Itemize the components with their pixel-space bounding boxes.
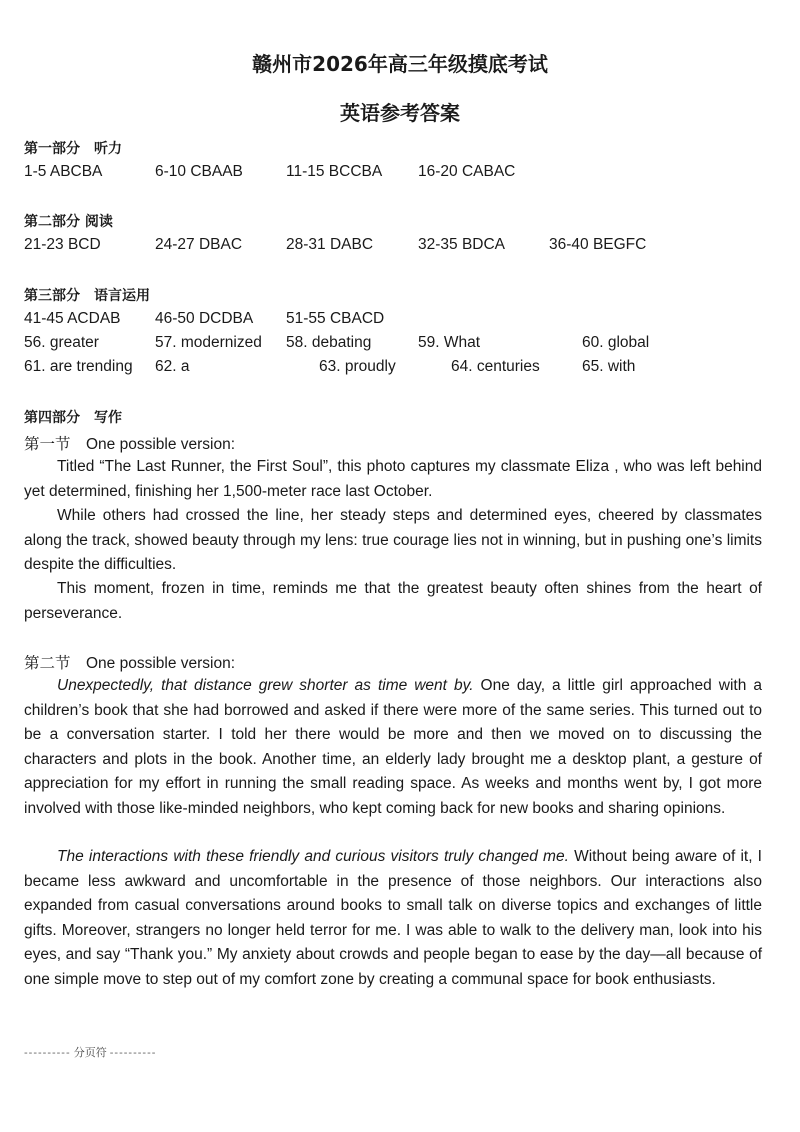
part2-heading: 第二部分 阅读 <box>24 214 113 230</box>
section2-label: 第二节 One possible version: <box>24 655 236 672</box>
paragraph-lead-sentence: Unexpectedly, that distance grew shorter as time went by. <box>57 677 474 694</box>
part3-heading: 第三部分 语言运用 <box>24 288 150 304</box>
answer-group: 41-45 ACDAB <box>24 310 121 327</box>
part3-row2 <box>24 334 784 354</box>
answer-item: 56. greater <box>24 334 99 351</box>
section2-paragraph-2 <box>24 845 762 992</box>
page-subtitle: 英语参考答案 <box>340 101 460 125</box>
answer-item: 64. centuries <box>451 358 540 375</box>
section1-paragraph-1: Titled “The Last Runner, the First Soul”, this photo captures my classmate Eliza , who was left behind yet determined, finishing her 1,500-meter race last October. <box>24 458 762 500</box>
answer-item: 58. debating <box>286 334 372 351</box>
page-break-label: 分页符 <box>73 1047 107 1059</box>
answer-item: 60. global <box>582 334 650 351</box>
paragraph-body: Without being aware of it, I became less awkward and uncomfortable in the presence of those neighbors. Our interactions also expanded from casual conversations around books to small talk on diverse topics and exchanges of little gifts. Moreover, strangers no longer held terror for me. I was able to walk to the delivery man, look into his eyes, and say “Thank you.” My anxiety about crowds and people began to ease by the day—all because of one simple move to step out of my comfort zone by creating a communal space for book enthusiasts. <box>24 848 762 988</box>
part3-row1 <box>24 310 784 330</box>
answer-item: 62. a <box>155 358 190 375</box>
answer-item: 61. are trending <box>24 358 133 375</box>
answer-item: 65. with <box>582 358 636 375</box>
page-break-marker <box>24 1044 156 1060</box>
page-title: 赣州市2026年高三年级摸底考试 <box>252 52 548 76</box>
part1-heading: 第一部分 听力 <box>24 141 122 157</box>
part2-answers <box>24 236 784 256</box>
answer-group: 11-15 BCCBA <box>286 163 383 180</box>
section1-paragraph-3: This moment, frozen in time, reminds me that the greatest beauty often shines from the heart of perseverance. <box>24 580 762 622</box>
answer-group: 36-40 BEGFC <box>549 236 647 253</box>
answer-group: 1-5 ABCBA <box>24 163 103 180</box>
section2-paragraph-1 <box>24 674 762 821</box>
section1-paragraph-2: While others had crossed the line, her steady steps and determined eyes, cheered by classmates along the track, showed beauty through my lens: true courage lies not in winning, but in pushing one’s limits despite the difficulties. <box>24 507 762 573</box>
answer-item: 57. modernized <box>155 334 262 351</box>
answer-group: 51-55 CBACD <box>286 310 385 327</box>
part4-heading: 第四部分 写作 <box>24 410 122 426</box>
part3-row3 <box>24 358 784 378</box>
answer-item: 63. proudly <box>319 358 396 375</box>
answer-group: 16-20 CABAC <box>418 163 516 180</box>
dotted-line-left: ---------- <box>24 1047 71 1059</box>
answer-group: 28-31 DABC <box>286 236 374 253</box>
answer-group: 6-10 CBAAB <box>155 163 243 180</box>
answer-group: 32-35 BDCA <box>418 236 506 253</box>
answer-group: 46-50 DCDBA <box>155 310 254 327</box>
part1-answers <box>24 163 784 183</box>
paragraph-lead-sentence: The interactions with these friendly and curious visitors truly changed me. <box>57 848 569 865</box>
dotted-line-right: ---------- <box>109 1047 157 1059</box>
answer-item: 59. What <box>418 334 481 351</box>
answer-group: 24-27 DBAC <box>155 236 243 253</box>
answer-group: 21-23 BCD <box>24 236 101 253</box>
section1-label: 第一节 One possible version: <box>24 436 236 453</box>
paragraph-body: One day, a little girl approached with a children’s book that she had borrowed and asked if there were more of the same series. This turned out to be a conversation starter. I told her there would be more and then we moved on to discussing the characters and plots in the book. Another time, an elderly lady brought me a desktop plant, a gesture of appreciation for my effort in running the small reading space. As weeks and months went by, I got more involved with those like-minded neighbors, who kept coming back for new books and sharing opinions. <box>24 677 762 817</box>
